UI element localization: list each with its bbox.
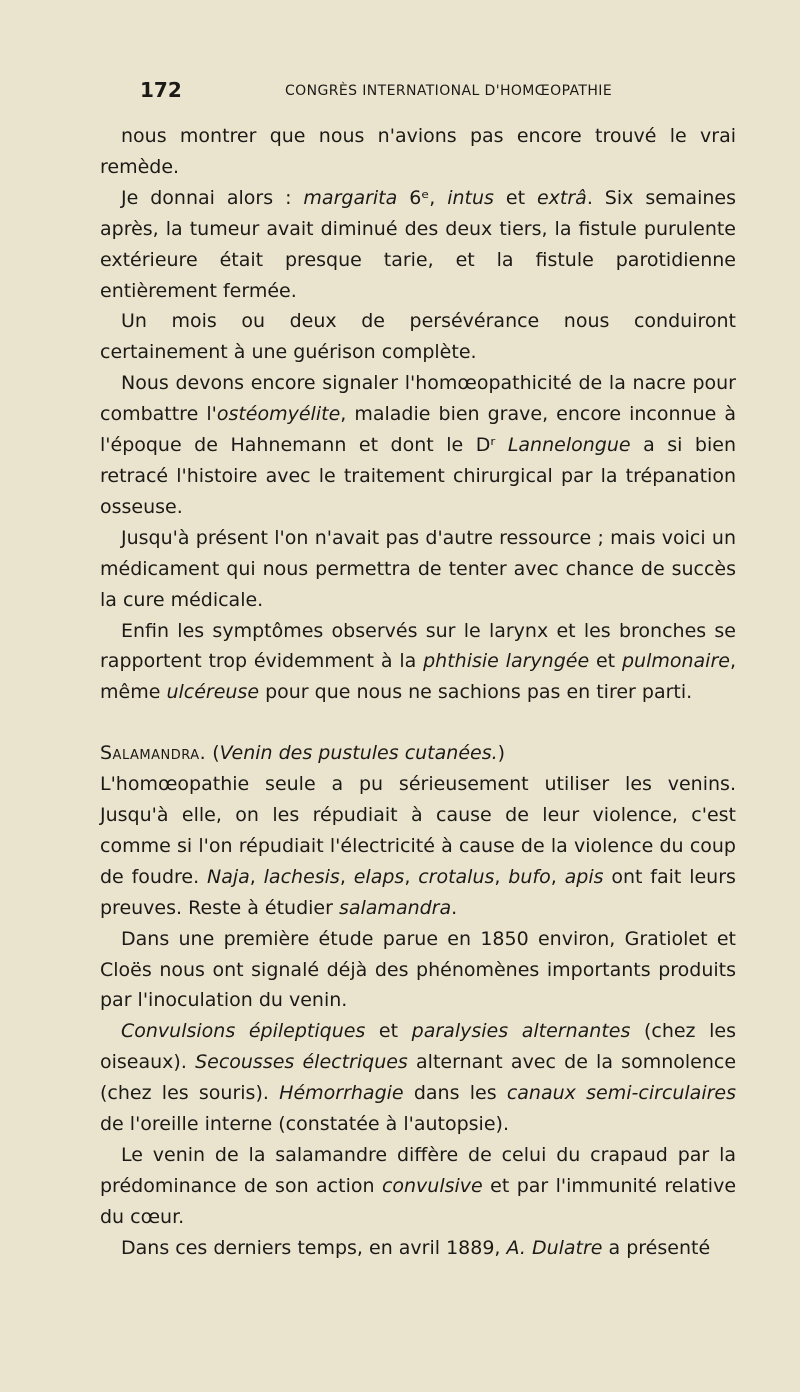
italic-text: Hémorrhagie (279, 1082, 404, 1105)
text-run: et (493, 186, 537, 209)
italic-text: A. Dulatre (506, 1236, 603, 1259)
paragraph (100, 924, 736, 1017)
text-run: , (339, 865, 354, 888)
paragraph (100, 121, 736, 183)
text-run: (chez les oiseaux). (100, 1020, 736, 1074)
text-run: a présenté (602, 1236, 711, 1259)
paragraph (100, 616, 736, 709)
paragraph (100, 1233, 736, 1264)
italic-text: crotalus (418, 865, 495, 888)
italic-text: Venin des pustules cutanées. (219, 742, 498, 765)
text-run: dans les (403, 1082, 507, 1105)
text-run: et par l'immunité relative du cœur. (100, 1174, 737, 1228)
text-run: , (494, 865, 509, 888)
text-run: , (249, 865, 264, 888)
text-run: et (589, 650, 622, 673)
italic-text: Naja (206, 865, 250, 888)
text-run: . (451, 896, 458, 919)
italic-text: intus (447, 186, 494, 209)
italic-text: apis (564, 865, 604, 888)
text-run: pour que nous ne sachions pas en tirer parti. (259, 681, 693, 704)
paragraph (100, 368, 736, 523)
paragraph (100, 306, 736, 368)
text-run: Je donnai alors : (121, 186, 304, 209)
italic-text: Convulsions épileptiques (121, 1020, 366, 1043)
text-run: nous montrer que nous n'avions pas encore trouvé le vrai remède. (100, 125, 736, 178)
body-text (100, 121, 736, 1264)
text-run: L'homœopathie seule a pu sérieusement utiliser les venins. Jusqu'à elle, on les répudiait à cause de leur violence, c'est comme si l'on répudiait l'électricité à cause de la violence du coup de foudre. (100, 773, 736, 888)
italic-text: ulcéreuse (166, 681, 260, 704)
text-run: Le venin de la salamandre diffère de celui du crapaud par la prédominance de son action (100, 1144, 736, 1197)
page-number: 172 (140, 78, 182, 102)
text-run: 6ᵉ, (397, 186, 448, 209)
paragraph (100, 738, 736, 769)
italic-text: lachesis (263, 865, 340, 888)
italic-text: margarita (303, 186, 398, 209)
text-run: Jusqu'à présent l'on n'avait pas d'autre ressource ; mais voici un médicament qui nous permettra de tenter avec chance de succès la cure médicale. (100, 526, 736, 611)
text-run: , (404, 865, 419, 888)
italic-text: bufo (508, 865, 551, 888)
text-run: ont fait leurs preuves. Reste à étudier (100, 865, 736, 919)
italic-text: canaux semi-circulaires (506, 1082, 736, 1105)
text-run: Dans une première étude parue en 1850 environ, Gratiolet et Cloës nous ont signalé déjà des phénomènes importants produits par l'inoculation du venin. (100, 927, 736, 1012)
italic-text: paralysies alternantes (411, 1020, 631, 1043)
italic-text: Lannelongue (507, 434, 631, 457)
text-run: a si bien retracé l'histoire avec le traitement chirurgical par la trépanation osseuse. (100, 434, 737, 518)
text-run: , (550, 865, 565, 888)
page-header (140, 78, 620, 108)
section-heading: Salamandra. (100, 742, 207, 765)
paragraph (100, 769, 736, 924)
paragraph (100, 183, 736, 307)
italic-text: phthisie laryngée (423, 650, 590, 673)
italic-text: salamandra (338, 896, 452, 919)
text-run: Dans ces derniers temps, en avril 1889, (121, 1236, 507, 1259)
italic-text: Secousses électriques (195, 1051, 408, 1074)
italic-text: ostéomyélite (216, 403, 341, 426)
text-run: Nous devons encore signaler l'homœopathicité de la nacre pour combattre l' (100, 372, 736, 426)
paragraph (100, 1016, 736, 1140)
text-run: alternant avec de la somnolence (chez les souris). (100, 1051, 737, 1105)
text-run: Enfin les symptômes observés sur le larynx et les bronches se rapportent trop évidemment à la (100, 619, 736, 673)
text-run: de l'oreille interne (constatée à l'autopsie). (100, 1113, 509, 1136)
text-run: , maladie bien grave, encore inconnue à l'époque de Hahnemann et dont le Dʳ (100, 403, 736, 457)
italic-text: elaps (353, 865, 405, 888)
text-run: et (365, 1020, 412, 1043)
text-run: Un mois ou deux de persévérance nous conduiront certainement à une guérison complète. (100, 310, 736, 364)
paragraph (100, 523, 736, 616)
text-run: ( (206, 742, 220, 765)
running-head: CONGRÈS INTERNATIONAL D'HOMŒOPATHIE (285, 83, 613, 99)
text-run: . Six semaines après, la tumeur avait diminué des deux tiers, la fistule purulente extérieure était presque tarie, et la fistule parotidienne entièrement fermée. (100, 186, 736, 302)
paragraph (100, 1140, 736, 1233)
text-run: ) (497, 742, 506, 765)
italic-text: pulmonaire (621, 650, 730, 673)
text-run: , même (100, 650, 736, 704)
italic-text: extrâ (536, 186, 587, 209)
italic-text: convulsive (381, 1174, 483, 1197)
